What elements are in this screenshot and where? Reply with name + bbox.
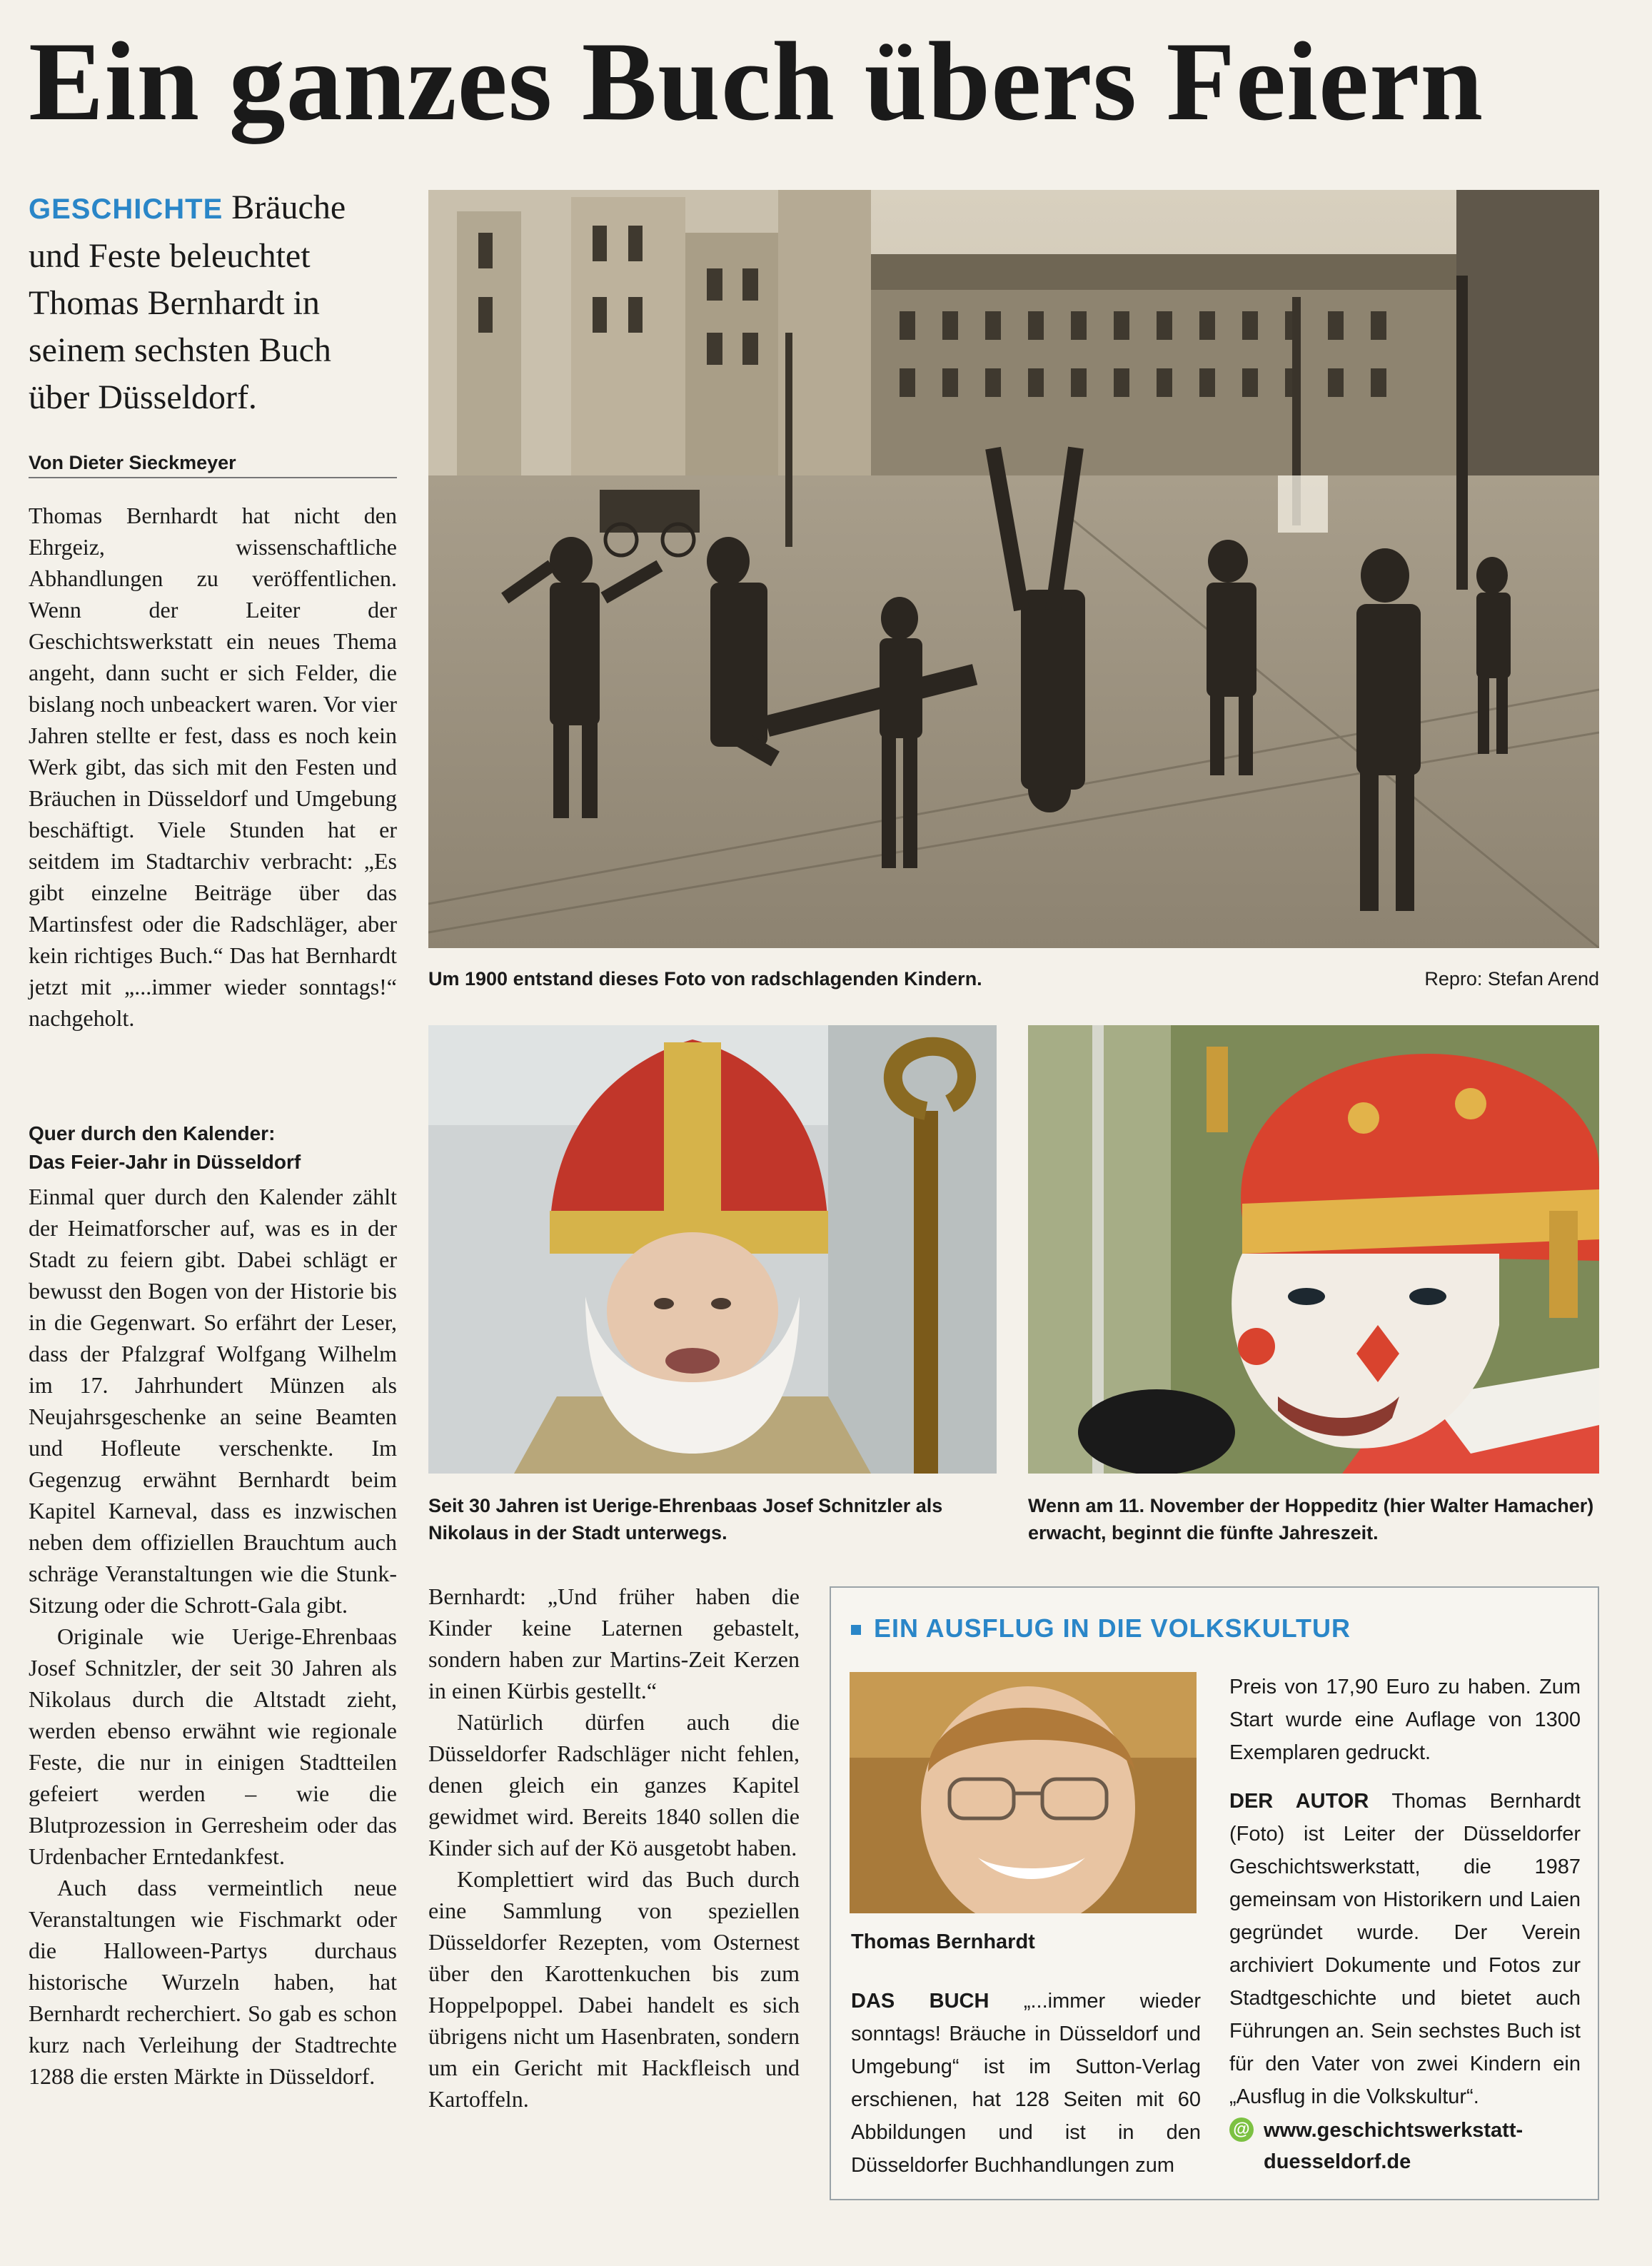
info-box-title — [851, 1611, 1593, 1646]
subheading-line: Quer durch den Kalender: — [29, 1122, 276, 1144]
author-photo-caption: Thomas Bernhardt — [851, 1930, 1035, 1953]
paragraph: Auch dass vermeintlich neue Veranstaltungen wie Fischmarkt oder die Halloween-Partys durchaus historische Wurzeln haben, hat Bernhardt recherchiert. So gab es schon kurz nach Verleihung der Stadtrechte 1288 die ersten Märkte in Düsseldorf. — [29, 1875, 397, 2089]
website-link-line-2[interactable]: duesseldorf.de — [1264, 2150, 1411, 2173]
article-column-1-part-1 — [29, 500, 397, 1099]
author-text: Thomas Bernhardt (Foto) ist Leiter der Düsseldorfer Geschichtswerkstatt, die 1987 gemeinsam von Historikern und Laien gegründet wurde. Der Verein archiviert Dokumente und Fotos zur Stadtgeschichte und bietet auch Führungen an. Sein sechstes Buch ist für den Vater von zwei Kindern ein „Ausflug in die Volkskultur“. — [1229, 1790, 1581, 2108]
nikolaus-photo — [428, 1025, 997, 1474]
at-sign-icon: @ — [1229, 2118, 1254, 2142]
lead-kicker: GESCHICHTE — [29, 193, 223, 225]
website-link-line-1[interactable]: www.geschichtswerkstatt- — [1264, 2119, 1523, 2142]
main-photo-caption: Um 1900 entstand dieses Foto von radschlagenden Kindern. — [428, 968, 982, 990]
hoppeditz-photo-caption: Wenn am 11. November der Hoppeditz (hier Walter Hamacher) erwacht, beginnt die fünfte Jahreszeit. — [1028, 1495, 1594, 1544]
book-label: DAS BUCH — [851, 1990, 989, 2013]
paragraph: Originale wie Uerige-Ehrenbaas Josef Schnitzler, der seit 30 Jahren als Nikolaus durch die Altstadt zieht, werden ebenso erwähnt wie regionale Feste, die nur in einigen Stadtteilen gefeiert werden – wie die Blutprozession in Gerresheim oder das Urdenbacher Erntedankfest. — [29, 1623, 397, 1869]
lead-text: Bräuche und Feste beleuchtet Thomas Bernhardt in seinem sechsten Buch über Düsseldorf. — [29, 188, 346, 416]
book-text: „...immer wieder sonntags! Bräuche in Düsseldorf und Umgebung“ ist im Sutton-Verlag erschienen, hat 128 Seiten mit 60 Abbildungen und ist in den Düsseldorfer Buchhandlungen zum — [851, 1990, 1202, 2177]
historic-photo-cartwheeling-children — [428, 190, 1599, 948]
photo-credit: Repro: Stefan Arend — [1424, 968, 1599, 990]
byline: Von Dieter Sieckmeyer — [29, 450, 397, 478]
info-box-title-text: EIN AUSFLUG IN DIE VOLKSKULTUR — [874, 1613, 1351, 1643]
book-info — [851, 1985, 1201, 2192]
paragraph: Bernhardt: „Und früher haben die Kinder keine Laternen gebastelt, sondern haben zur Martins-Zeit Kerzen in einen Kürbis gestellt.“ — [428, 1583, 800, 1703]
nikolaus-photo-caption: Seit 30 Jahren ist Uerige-Ehrenbaas Josef Schnitzler als Nikolaus in der Stadt unterwegs. — [428, 1495, 943, 1544]
square-bullet-icon — [851, 1625, 861, 1635]
author-info — [1229, 1671, 1581, 2108]
headline: Ein ganzes Buch übers Feiern — [29, 19, 1484, 144]
author-label: DER AUTOR — [1229, 1790, 1369, 1813]
author-portrait-photo — [850, 1672, 1197, 1913]
paragraph: Thomas Bernhardt hat nicht den Ehrgeiz, wissenschaftliche Abhandlungen zu veröffentlichen. Wenn der Leiter der Geschichtswerkstatt ein neues Thema angeht, dann sucht er sich Felder, die bislang noch unbeackert waren. Vor vier Jahren stellte er fest, dass es noch kein Werk gibt, das sich mit den Festen und Bräuchen in Düsseldorf und Umgebung beschäftigt. Viele Stunden hat er seitdem im Stadtarchiv verbracht: „Es gibt einzelne Beiträge über das Martinsfest oder die Radschläger, aber kein richtiges Buch.“ Das hat Bernhardt jetzt mit „...immer wieder sonntags!“ nachgeholt. — [29, 503, 397, 1031]
hoppeditz-photo — [1028, 1025, 1599, 1474]
subheading — [29, 1119, 397, 1179]
subheading-line: Das Feier-Jahr in Düsseldorf — [29, 1151, 301, 1173]
price-text: Preis von 17,90 Euro zu haben. Zum Start wurde eine Auflage von 1300 Exemplaren gedruckt. — [1229, 1676, 1581, 1764]
paragraph: Einmal quer durch den Kalender zählt der Heimatforscher auf, was es in der Stadt zu feiern gibt. Dabei schlägt er bewusst den Bogen von der Historie bis in die Gegenwart. So erfährt der Leser, dass der Pfalzgraf Wolfgang Wilhelm im 17. Jahrhundert Münzen als Neujahrsgeschenke an seine Beamten und Hofleute verschenkte. Im Gegenzug erwähnt Bernhardt beim Kapitel Karneval, dass es inzwischen neben dem offiziellen Brauchtum auch schräge Veranstaltungen wie die Stunk-Sitzung oder die Schrott-Gala gibt. — [29, 1184, 397, 1618]
lead — [29, 184, 400, 420]
article-column-2 — [428, 1581, 800, 2237]
paragraph: Natürlich dürfen auch die Düsseldorfer Radschläger nicht fehlen, denen gleich ein ganzes Kapitel gewidmet wird. Bereits 1840 sollen die Kinder sich auf der Kö ausgetobt haben. — [428, 1709, 800, 1860]
article-column-1-part-2 — [29, 1181, 397, 2252]
website-reference — [1229, 2115, 1581, 2186]
paragraph: Komplettiert wird das Buch durch eine Sammlung von speziellen Düsseldorfer Rezepten, vom Osternest über den Karottenkuchen bis zum Hoppelpoppel. Dabei handelt es sich übrigens nicht um Hasenbraten, sondern um ein Gericht mit Hackfleisch und Kartoffeln. — [428, 1866, 800, 2112]
